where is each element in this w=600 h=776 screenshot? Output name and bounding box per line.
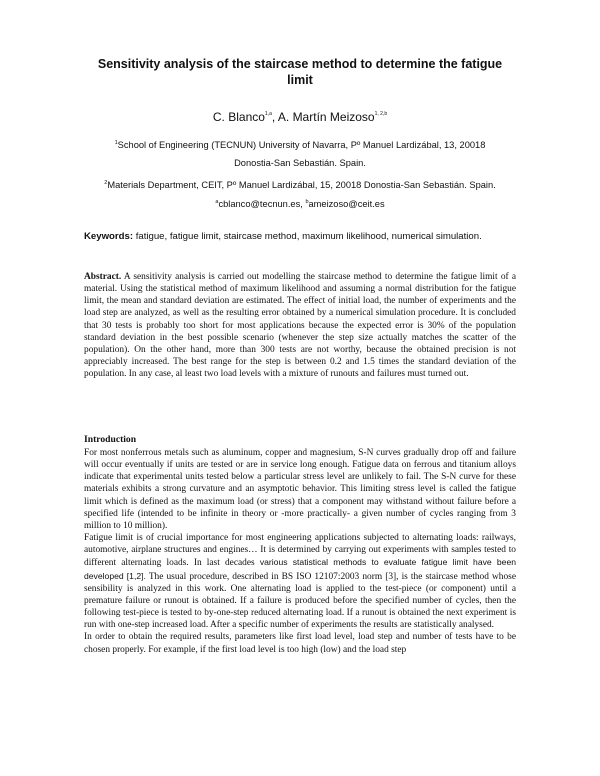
paragraph-text: The usual procedure, described in BS ISO 12107:2003 norm [3], is the staircase method whose sensibility is analyzed in this work. One alternating load is applied to the test-piece (or component) until a premature failure or runout is obtained. If a failure is produced before the specified number of cycles, then the following test-piece is tested to by-one-step reduced alternating load. If a runout is obtained the next experiment is run with one-step increased load. After a specific number of experiments the results are statistically analysed. <box>84 571 516 631</box>
affiliation-text: Materials Department, CEIT, Pº Manuel Lardizábal, 15, 20018 Donostia-San Sebastián. Spain. <box>107 180 496 190</box>
abstract-text: A sensitivity analysis is carried out modelling the staircase method to determine the fatigue limit of a material. Using the statistical method of maximum likelihood and assuming a normal distribution for the fatigue limit, the mean and standard deviation are estimated. The effect of initial load, the number of experiments and the load step are analyzed, as well as the resulting error obtained by a numerical simulation procedure. It is concluded that 30 tests is probably too short for most applications because the expected error is 30% of the population standard deviation in the best possible scenario (whenever the step size actually matches the scatter of the population). On the other hand, more than 300 tests are not worthy, because the obtained precision is not appreciably increased. The best range for the step is between 0.2 and 1.5 times the standard deviation of the population. In any case, al least two load levels with a mixture of runouts and failures must turned out. <box>84 272 516 380</box>
introduction-body <box>84 447 516 656</box>
paragraph: In order to obtain the required results, parameters like first load level, load step and number of tests have to be chosen properly. For example, if the first load level is too high (low) and the load step <box>84 632 516 655</box>
paragraph: For most nonferrous metals such as aluminum, copper and magnesium, S-N curves gradually drop off and failure will occur eventually if units are tested or are in service long enough. Fatigue data on ferrous and titanium alloys indicate that experimental units tested below a particular stress level are unlikely to fail. The S-N curve for these materials exhibits a strong curvature and an asymptotic behavior. This limiting stress level is called the fatigue limit which is defined as the maximum load (or stress) that a component may withstand without failure before a specified life (intended to be infinite in theory or -more practically- a given number of cycles ranging from 3 million to 10 million). <box>84 448 516 531</box>
author-superscript: 1,a <box>264 111 272 117</box>
abstract-label: Abstract. <box>84 272 122 282</box>
author-name: A. Martín Meizoso <box>277 110 375 124</box>
paragraph-text-citation: various statistical methods to evaluate fatigue limit have been developed [1,2]. <box>84 557 517 581</box>
paragraph-text: Fatigue limit is of crucial importance for most engineering applications subjected to alternating loads: railways, automotive, airplane structures and engines… It is determined by carrying out experiments with samples tested to different alternating loads. In last decades <box>84 533 516 569</box>
affiliation-1 <box>0 134 600 172</box>
author-name: C. Blanco <box>212 110 265 124</box>
email-line <box>0 193 600 213</box>
keywords-text: fatigue, fatigue limit, staircase method, maximum likelihood, numerical simulation. <box>133 231 482 242</box>
affiliation-text: School of Engineering (TECNUN) University of Navarra, Pº Manuel Lardizábal, 13, 20018 <box>117 140 486 150</box>
affiliation-superscript: 1 <box>114 140 118 146</box>
email-address[interactable]: ameizoso@ceit.es <box>308 199 385 209</box>
email-superscript: b <box>305 199 309 205</box>
abstract <box>84 271 516 380</box>
keywords-label: Keywords: <box>84 231 134 242</box>
keywords <box>84 231 516 244</box>
affiliation-2 <box>0 174 600 194</box>
section-heading: Introduction <box>84 434 137 445</box>
email-address[interactable]: cblanco@tecnun.es, <box>218 199 303 209</box>
author-superscript: 1, 2,b <box>374 111 388 117</box>
paragraph <box>84 532 516 631</box>
email-superscript: a <box>215 199 219 205</box>
paper-title: Sensitivity analysis of the staircase method to determine the fatigue limit <box>97 57 503 87</box>
affiliation-text: Donostia-San Sebastián. Spain. <box>234 158 366 168</box>
author-separator: , <box>271 110 278 124</box>
author-line <box>0 110 600 124</box>
affiliation-superscript: 2 <box>104 180 108 186</box>
